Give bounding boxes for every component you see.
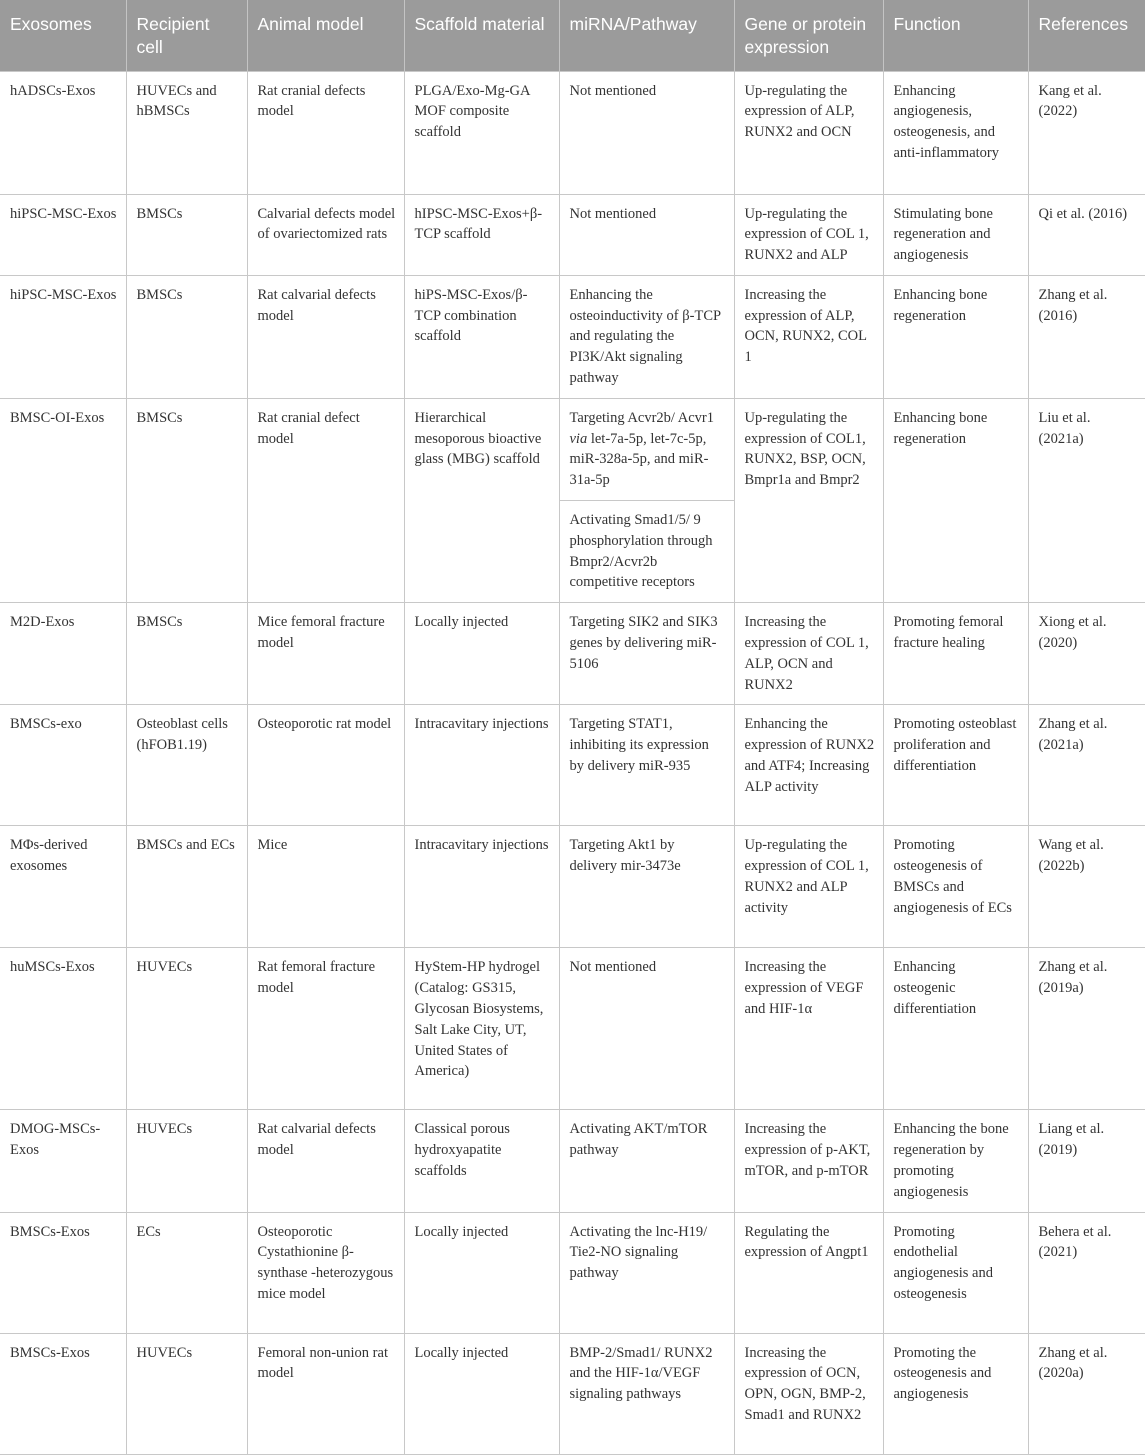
table-header	[0, 0, 1145, 71]
cell-mirna-pathway: Enhancing the osteoinductivity of β-TCP and regulating the PI3K/Akt signaling pathway	[559, 275, 734, 398]
cell-function: Promoting osteoblast proliferation and differentiation	[883, 705, 1028, 826]
cell-recipient-cell: HUVECs	[126, 1333, 247, 1454]
cell-reference: Zhang et al. (2019a)	[1028, 948, 1145, 1110]
table-row	[0, 948, 1145, 1110]
cell-reference: Zhang et al. (2016)	[1028, 275, 1145, 398]
cell-recipient-cell: HUVECs	[126, 948, 247, 1110]
header-row	[0, 0, 1145, 71]
cell-function: Promoting the osteogenesis and angiogenesis	[883, 1333, 1028, 1454]
cell-mirna-pathway: Activating Smad1/5/ 9 phosphorylation through Bmpr2/Acvr2b competitive receptors	[559, 501, 734, 603]
cell-animal-model: Rat cranial defects model	[247, 71, 404, 194]
cell-gene-expression: Enhancing the expression of RUNX2 and ATF4; Increasing ALP activity	[734, 705, 883, 826]
table-row	[0, 275, 1145, 398]
cell-gene-expression: Regulating the expression of Angpt1	[734, 1212, 883, 1333]
table-row	[0, 1333, 1145, 1454]
header-animal-model: Animal model	[247, 0, 404, 71]
header-gene-protein-expression: Gene or protein expression	[734, 0, 883, 71]
pathway-text: let-7a-5p, let-7c-5p, miR-328a-5p, and miR-31a-5p	[569, 430, 709, 489]
table-row	[0, 826, 1145, 948]
header-function: Function	[883, 0, 1028, 71]
cell-exosomes: BMSCs-Exos	[0, 1212, 126, 1333]
table-row	[0, 705, 1145, 826]
header-exosomes: Exosomes	[0, 0, 126, 71]
cell-exosomes: MΦs-derived exosomes	[0, 826, 126, 948]
cell-gene-expression: Up-regulating the expression of COL1, RUNX2, BSP, OCN, Bmpr1a and Bmpr2	[734, 398, 883, 602]
cell-scaffold-material: Locally injected	[404, 603, 559, 705]
cell-scaffold-material: Intracavitary injections	[404, 826, 559, 948]
cell-scaffold-material: HyStem-HP hydrogel (Catalog: GS315, Glycosan Biosystems, Salt Lake City, UT, United States of America)	[404, 948, 559, 1110]
cell-animal-model: Femoral non-union rat model	[247, 1333, 404, 1454]
cell-recipient-cell: HUVECs	[126, 1110, 247, 1212]
cell-animal-model: Osteoporotic Cystathionine β-synthase -heterozygous mice model	[247, 1212, 404, 1333]
cell-animal-model: Osteoporotic rat model	[247, 705, 404, 826]
cell-exosomes: DMOG-MSCs-Exos	[0, 1110, 126, 1212]
cell-exosomes: hADSCs-Exos	[0, 71, 126, 194]
cell-recipient-cell: ECs	[126, 1212, 247, 1333]
table-row	[0, 1212, 1145, 1333]
cell-mirna-pathway	[559, 398, 734, 500]
cell-recipient-cell: BMSCs	[126, 603, 247, 705]
cell-reference: Zhang et al. (2020a)	[1028, 1333, 1145, 1454]
cell-reference: Wang et al. (2022b)	[1028, 826, 1145, 948]
cell-mirna-pathway: BMP-2/Smad1/ RUNX2 and the HIF-1α/VEGF signaling pathways	[559, 1333, 734, 1454]
header-references: References	[1028, 0, 1145, 71]
cell-reference: Zhang et al. (2021a)	[1028, 705, 1145, 826]
cell-exosomes: M2D-Exos	[0, 603, 126, 705]
cell-reference: Kang et al. (2022)	[1028, 71, 1145, 194]
cell-exosomes: BMSC-OI-Exos	[0, 398, 126, 602]
cell-gene-expression: Increasing the expression of COL 1, ALP, OCN and RUNX2	[734, 603, 883, 705]
cell-function: Enhancing bone regeneration	[883, 398, 1028, 602]
cell-scaffold-material: Classical porous hydroxyapatite scaffolds	[404, 1110, 559, 1212]
cell-recipient-cell: HUVECs and hBMSCs	[126, 71, 247, 194]
cell-gene-expression: Up-regulating the expression of ALP, RUNX2 and OCN	[734, 71, 883, 194]
cell-function: Stimulating bone regeneration and angiogenesis	[883, 194, 1028, 275]
cell-function: Enhancing osteogenic differentiation	[883, 948, 1028, 1110]
cell-recipient-cell: BMSCs and ECs	[126, 826, 247, 948]
cell-mirna-pathway: Targeting Akt1 by delivery mir-3473e	[559, 826, 734, 948]
cell-function: Promoting femoral fracture healing	[883, 603, 1028, 705]
header-recipient-cell: Recipient cell	[126, 0, 247, 71]
cell-gene-expression: Increasing the expression of OCN, OPN, OGN, BMP-2, Smad1 and RUNX2	[734, 1333, 883, 1454]
header-mirna-pathway: miRNA/Pathway	[559, 0, 734, 71]
cell-animal-model: Rat femoral fracture model	[247, 948, 404, 1110]
cell-recipient-cell: BMSCs	[126, 194, 247, 275]
cell-reference: Qi et al. (2016)	[1028, 194, 1145, 275]
cell-recipient-cell: BMSCs	[126, 398, 247, 602]
cell-function: Enhancing angiogenesis, osteogenesis, and anti-inflammatory	[883, 71, 1028, 194]
table-body	[0, 71, 1145, 1454]
header-scaffold-material: Scaffold material	[404, 0, 559, 71]
cell-function: Enhancing the bone regeneration by promoting angiogenesis	[883, 1110, 1028, 1212]
cell-scaffold-material: PLGA/Exo-Mg-GA MOF composite scaffold	[404, 71, 559, 194]
cell-scaffold-material: hIPSC-MSC-Exos+β-TCP scaffold	[404, 194, 559, 275]
cell-mirna-pathway: Not mentioned	[559, 194, 734, 275]
cell-mirna-pathway: Targeting STAT1, inhibiting its expression by delivery miR-935	[559, 705, 734, 826]
cell-mirna-pathway: Activating the lnc-H19/ Tie2-NO signaling pathway	[559, 1212, 734, 1333]
cell-gene-expression: Increasing the expression of p-AKT, mTOR, and p-mTOR	[734, 1110, 883, 1212]
cell-gene-expression: Increasing the expression of ALP, OCN, RUNX2, COL 1	[734, 275, 883, 398]
cell-mirna-pathway: Activating AKT/mTOR pathway	[559, 1110, 734, 1212]
cell-gene-expression: Increasing the expression of VEGF and HIF-1α	[734, 948, 883, 1110]
cell-reference: Liu et al. (2021a)	[1028, 398, 1145, 602]
cell-mirna-pathway: Not mentioned	[559, 71, 734, 194]
cell-recipient-cell: Osteoblast cells (hFOB1.19)	[126, 705, 247, 826]
cell-mirna-pathway: Not mentioned	[559, 948, 734, 1110]
cell-gene-expression: Up-regulating the expression of COL 1, RUNX2 and ALP activity	[734, 826, 883, 948]
cell-reference: Liang et al. (2019)	[1028, 1110, 1145, 1212]
cell-animal-model: Rat calvarial defects model	[247, 1110, 404, 1212]
cell-function: Promoting osteogenesis of BMSCs and angiogenesis of ECs	[883, 826, 1028, 948]
table-row	[0, 71, 1145, 194]
cell-animal-model: Mice femoral fracture model	[247, 603, 404, 705]
cell-exosomes: hiPSC-MSC-Exos	[0, 194, 126, 275]
cell-scaffold-material: hiPS-MSC-Exos/β-TCP combination scaffold	[404, 275, 559, 398]
table-row	[0, 1110, 1145, 1212]
cell-animal-model: Rat calvarial defects model	[247, 275, 404, 398]
cell-recipient-cell: BMSCs	[126, 275, 247, 398]
table-row	[0, 194, 1145, 275]
cell-reference: Xiong et al. (2020)	[1028, 603, 1145, 705]
cell-function: Enhancing bone regeneration	[883, 275, 1028, 398]
cell-animal-model: Calvarial defects model of ovariectomized rats	[247, 194, 404, 275]
pathway-text: Targeting Acvr2b/ Acvr1	[569, 409, 714, 426]
table-row	[0, 603, 1145, 705]
cell-gene-expression: Up-regulating the expression of COL 1, RUNX2 and ALP	[734, 194, 883, 275]
cell-scaffold-material: Hierarchical mesoporous bioactive glass (MBG) scaffold	[404, 398, 559, 602]
pathway-via-text: via	[569, 430, 588, 447]
cell-exosomes: huMSCs-Exos	[0, 948, 126, 1110]
cell-animal-model: Rat cranial defect model	[247, 398, 404, 602]
cell-exosomes: BMSCs-exo	[0, 705, 126, 826]
table-row	[0, 398, 1145, 500]
cell-mirna-pathway: Targeting SIK2 and SIK3 genes by delivering miR-5106	[559, 603, 734, 705]
cell-scaffold-material: Locally injected	[404, 1212, 559, 1333]
cell-scaffold-material: Intracavitary injections	[404, 705, 559, 826]
cell-scaffold-material: Locally injected	[404, 1333, 559, 1454]
cell-animal-model: Mice	[247, 826, 404, 948]
cell-exosomes: hiPSC-MSC-Exos	[0, 275, 126, 398]
cell-reference: Behera et al. (2021)	[1028, 1212, 1145, 1333]
cell-exosomes: BMSCs-Exos	[0, 1333, 126, 1454]
cell-function: Promoting endothelial angiogenesis and osteogenesis	[883, 1212, 1028, 1333]
